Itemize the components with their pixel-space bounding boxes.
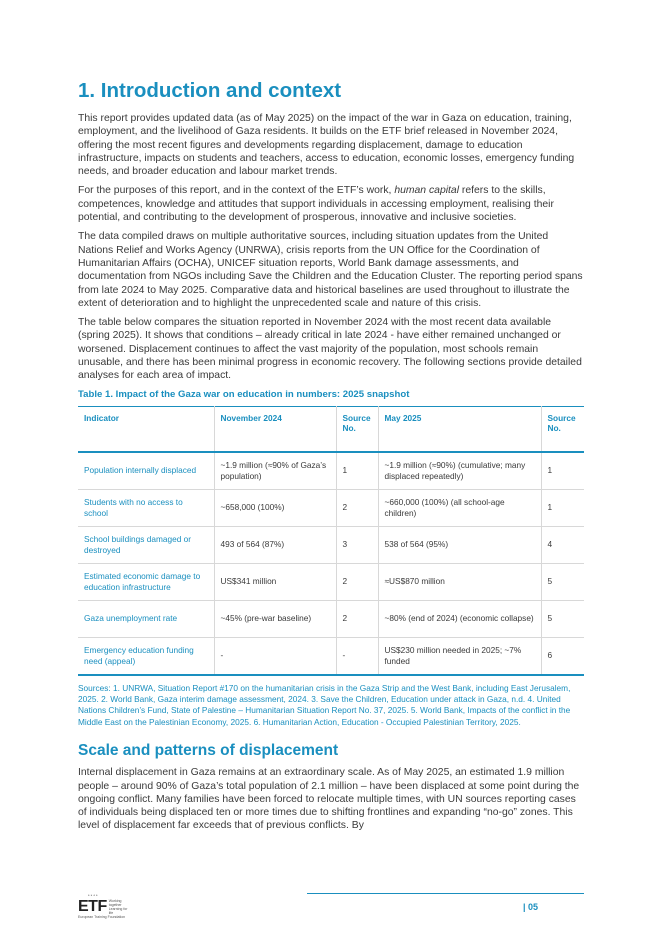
page-footer: [78, 885, 584, 920]
table-cell: 2: [336, 600, 378, 637]
table-cell: Students with no access to school: [78, 489, 214, 526]
page-number: | 05: [522, 902, 538, 912]
footer-divider: [307, 893, 584, 894]
emphasis: human capital: [394, 185, 460, 197]
table-cell: School buildings damaged or destroyed: [78, 526, 214, 563]
paragraph: [78, 184, 584, 224]
table-cell: 6: [541, 637, 584, 675]
paragraph: This report provides updated data (as of May 2025) on the impact of the war in Gaza on education, training, employment, and the livelihood of Gaza residents. It builds on the ETF brief released in November 2024, offering the most recent figures and developments regarding displacement, damage to education infrastructure, impacts on students and teachers, access to education, economic losses, emergency funding needs, and broader education and labour market trends.: [78, 113, 575, 178]
page-content: [78, 78, 584, 839]
table-cell: 5: [541, 600, 584, 637]
table-row: [78, 452, 584, 490]
table-cell: US$230 million needed in 2025; ~7% funded: [378, 637, 541, 675]
text: For the purposes of this report, and in the context of the ETF’s work,: [78, 185, 395, 197]
table-cell: US$341 million: [214, 563, 336, 600]
logo-org: European Training Foundation: [78, 915, 126, 919]
table-cell: -: [214, 637, 336, 675]
paragraph: The data compiled draws on multiple authoritative sources, including situation updates from the United Nations Relief and Works Agency (UNRWA), crisis reports from the UN Office for the Coordination of Humanitarian Affairs (OCHA), UNICEF situation reports, World Bank damage assessments, and documentation from NGOs including Save the Children and the Education Cluster. The reporting period spans from late 2024 to May 2025. Comparative data and historical baselines are used throughout to illustrate the extent of deterioration and to highlight the unprecedented scale and nature of this crisis.: [78, 231, 583, 309]
paragraph: The table below compares the situation reported in November 2024 with the most recent data available (spring 2025). It shows that conditions – already critical in late 2024 - have either remained unchanged or worsened. Displacement continues to affect the vast majority of the population, most schools remain unusable, and there has been minimal progress in economic recovery. The following sections provide detailed analyses for each area of impact.: [78, 317, 582, 382]
column-header: Source No.: [336, 406, 378, 452]
logo-row: [78, 898, 133, 915]
logo-tagline: Working together Learning for life: [108, 898, 128, 915]
paragraph: Internal displacement in Gaza remains at an extraordinary scale. As of May 2025, an estimated 1.9 million people – around 90% of Gaza’s total population of 2.1 million – have been displaced at some point during the ongoing conflict. Many families have been forced to relocate multiple times, with UN sources reporting cases of individuals being displaced ten or more times due to shifting frontlines and expanding “no-go” zones. This level of displacement far exceeds that of previous conflicts. By: [78, 767, 580, 832]
table-row: [78, 563, 584, 600]
table-cell: 5: [541, 563, 584, 600]
footer-right: [307, 893, 584, 912]
table-cell: ~1.9 million (≈90%) (cumulative; many displaced repeatedly): [378, 452, 541, 490]
column-header: Indicator: [84, 412, 120, 423]
table-cell: Population internally displaced: [78, 452, 214, 490]
table-row: [78, 637, 584, 675]
column-header: May 2025: [378, 406, 541, 452]
table-cell: Gaza unemployment rate: [78, 600, 214, 637]
table-cell: 493 of 564 (87%): [214, 526, 336, 563]
table-caption: Table 1. Impact of the Gaza war on education in numbers: 2025 snapshot: [78, 388, 410, 400]
etf-logo: [78, 893, 133, 920]
table-cell: ~660,000 (100%) (all school-age children): [378, 489, 541, 526]
table-cell: 538 of 564 (95%): [378, 526, 541, 563]
table-sources: Sources: 1. UNRWA, Situation Report #170 on the humanitarian crisis in the Gaza Strip and the West Bank, including East Jerusalem, 2025. 2. World Bank, Gaza interim damage assessment, 2024. 3. Save the Children, Education under attack in Gaza, n.d. 4. United Nations Children’s Fund, State of Palestine – Humanitarian Situation Report No. 37, 2025. 5. World Bank, Impacts of the conflict in the Middle East on the Palestinian Economy, 2025. 6. Humanitarian Action, Education - Occupied Palestinian Territory, 2025.: [78, 682, 571, 727]
table-cell: ~658,000 (100%): [214, 489, 336, 526]
text: refers to the skills, competences, knowledge and attitudes that support individuals in accessing employment, realising their potential, and contributing to the development of prosperous, innovative and inclusive societies.: [78, 185, 554, 224]
table-cell: 3: [336, 526, 378, 563]
impact-table: [78, 406, 584, 676]
table-cell: 1: [541, 452, 584, 490]
table-cell: 4: [541, 526, 584, 563]
column-header: Source No.: [541, 406, 584, 452]
table-header-row: [78, 406, 584, 452]
table-cell: ~80% (end of 2024) (economic collapse): [378, 600, 541, 637]
section-heading: Scale and patterns of displacement: [78, 742, 339, 760]
table-cell: -: [336, 637, 378, 675]
column-header: November 2024: [214, 406, 336, 452]
table-cell: Estimated economic damage to education infrastructure: [78, 563, 214, 600]
table-cell: ~1.9 million (≈90% of Gaza’s population): [214, 452, 336, 490]
table-row: [78, 600, 584, 637]
table-cell: ~45% (pre-war baseline): [214, 600, 336, 637]
page-title: 1. Introduction and context: [78, 79, 342, 102]
logo-text: ETF: [78, 898, 107, 915]
table-cell: 1: [336, 452, 378, 490]
table-cell: 2: [336, 563, 378, 600]
table-row: [78, 489, 584, 526]
table-cell: 2: [336, 489, 378, 526]
table-cell: Emergency education funding need (appeal): [78, 637, 214, 675]
stars-icon: * * * *: [88, 893, 98, 898]
table-cell: 1: [541, 489, 584, 526]
table-cell: ≈US$870 million: [378, 563, 541, 600]
table-row: [78, 526, 584, 563]
